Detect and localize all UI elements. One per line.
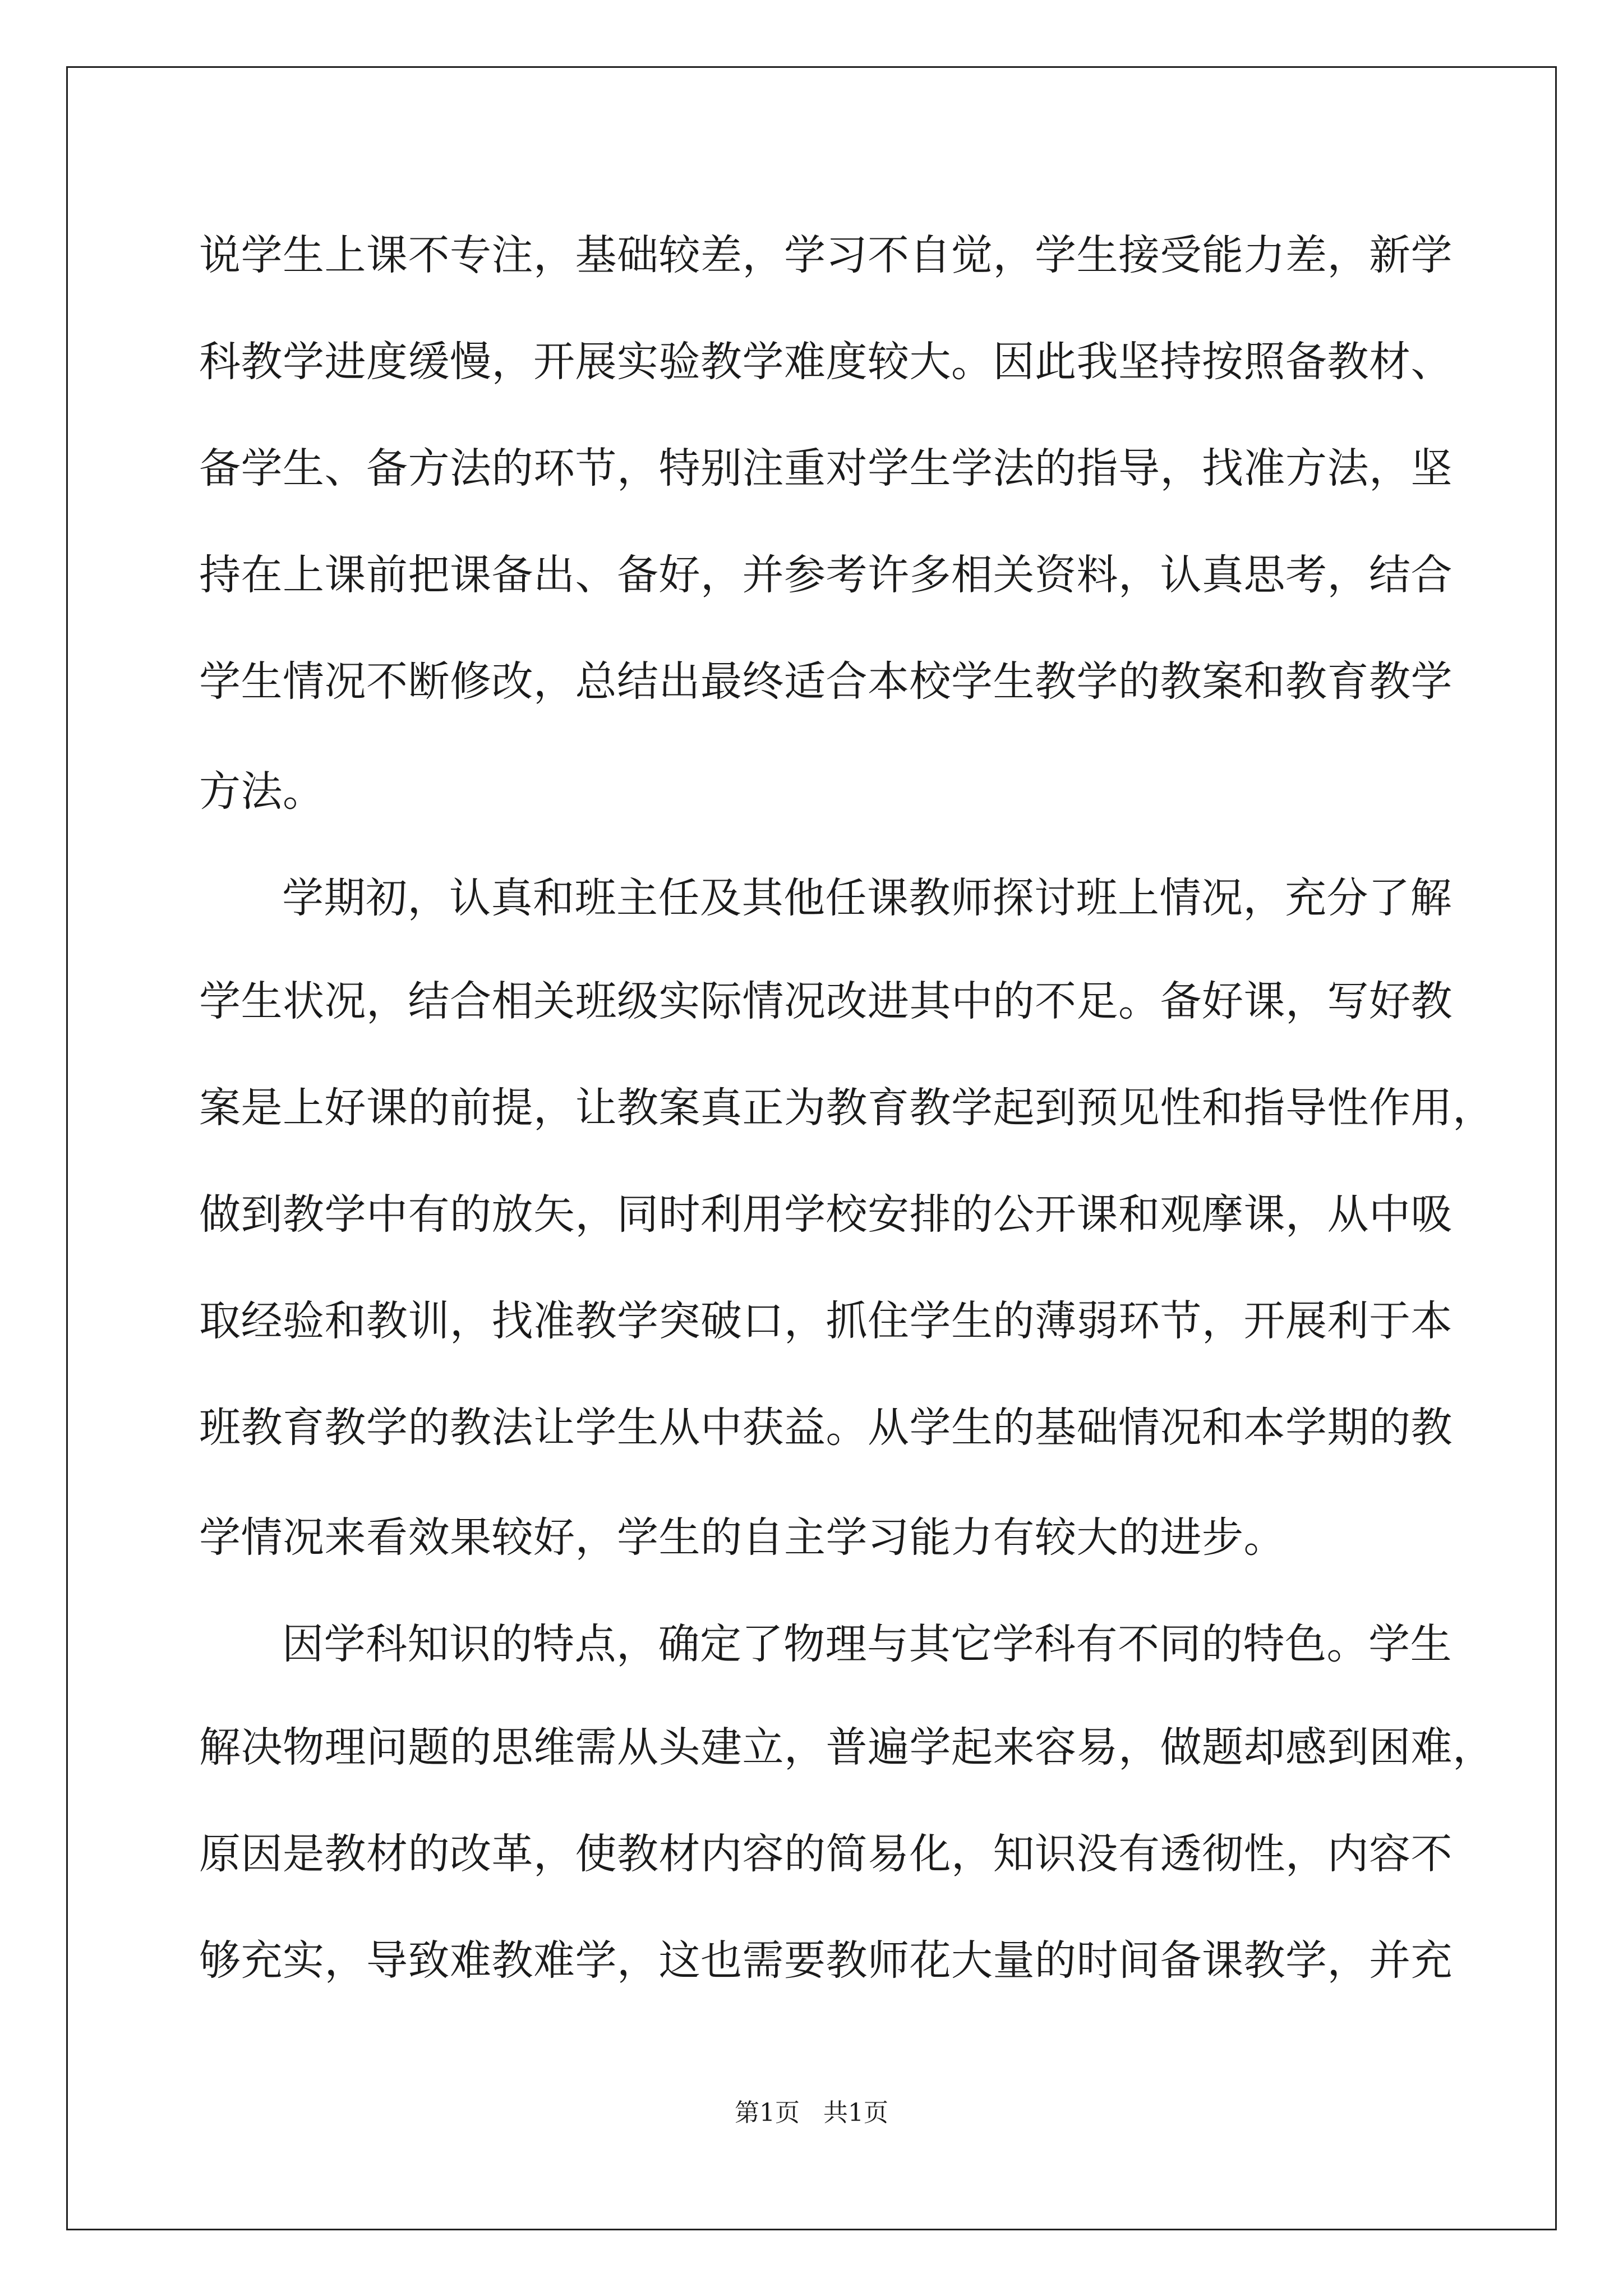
text-line: 解决物理问题的思维需从头建立，普遍学起来容易，做题却感到困难，: [199, 1723, 1495, 1772]
text-line: 学情况来看效果较好，学生的自主学习能力有较大的进步。: [199, 1513, 1285, 1562]
text-line: 取经验和教训，找准教学突破口，抓住学生的薄弱环节，开展利于本: [199, 1297, 1453, 1345]
text-line: 备学生、备方法的环节，特别注重对学生学法的指导，找准方法，坚: [199, 444, 1453, 493]
text-line: 科教学进度缓慢，开展实验教学难度较大。因此我坚持按照备教材、: [199, 338, 1453, 386]
text-line: 班教育教学的教法让学生从中获益。从学生的基础情况和本学期的教: [199, 1404, 1453, 1452]
text-line: 案是上好课的前提，让教案真正为教育教学起到预见性和指导性作用，: [199, 1084, 1495, 1132]
text-line: 因学科知识的特点，确定了物理与其它学科有不同的特色。学生: [282, 1620, 1452, 1668]
page-footer: [0, 2092, 1623, 2128]
text-line: 做到教学中有的放矢，同时利用学校安排的公开课和观摩课，从中吸: [199, 1190, 1453, 1239]
page-total: 共1页: [823, 2099, 888, 2127]
text-line: 方法。: [199, 767, 325, 816]
text-line: 持在上课前把课备出、备好，并参考许多相关资料，认真思考，结合: [199, 551, 1453, 599]
document-body: [199, 202, 1495, 2014]
text-line: 学生情况不断修改，总结出最终适合本校学生教学的教案和教育教学: [199, 657, 1453, 706]
text-line: 够充实，导致难教难学，这也需要教师花大量的时间备课教学，并充: [199, 1936, 1453, 1985]
page-number: 第1页: [735, 2099, 800, 2127]
text-line: 学期初，认真和班主任及其他任课教师探讨班上情况，充分了解: [282, 874, 1452, 922]
text-line: 原因是教材的改革，使教材内容的简易化，知识没有透彻性，内容不: [199, 1830, 1453, 1878]
text-line: 学生状况，结合相关班级实际情况改进其中的不足。备好课，写好教: [199, 977, 1453, 1025]
text-line: 说学生上课不专注，基础较差，学习不自觉，学生接受能力差，新学: [199, 231, 1453, 279]
